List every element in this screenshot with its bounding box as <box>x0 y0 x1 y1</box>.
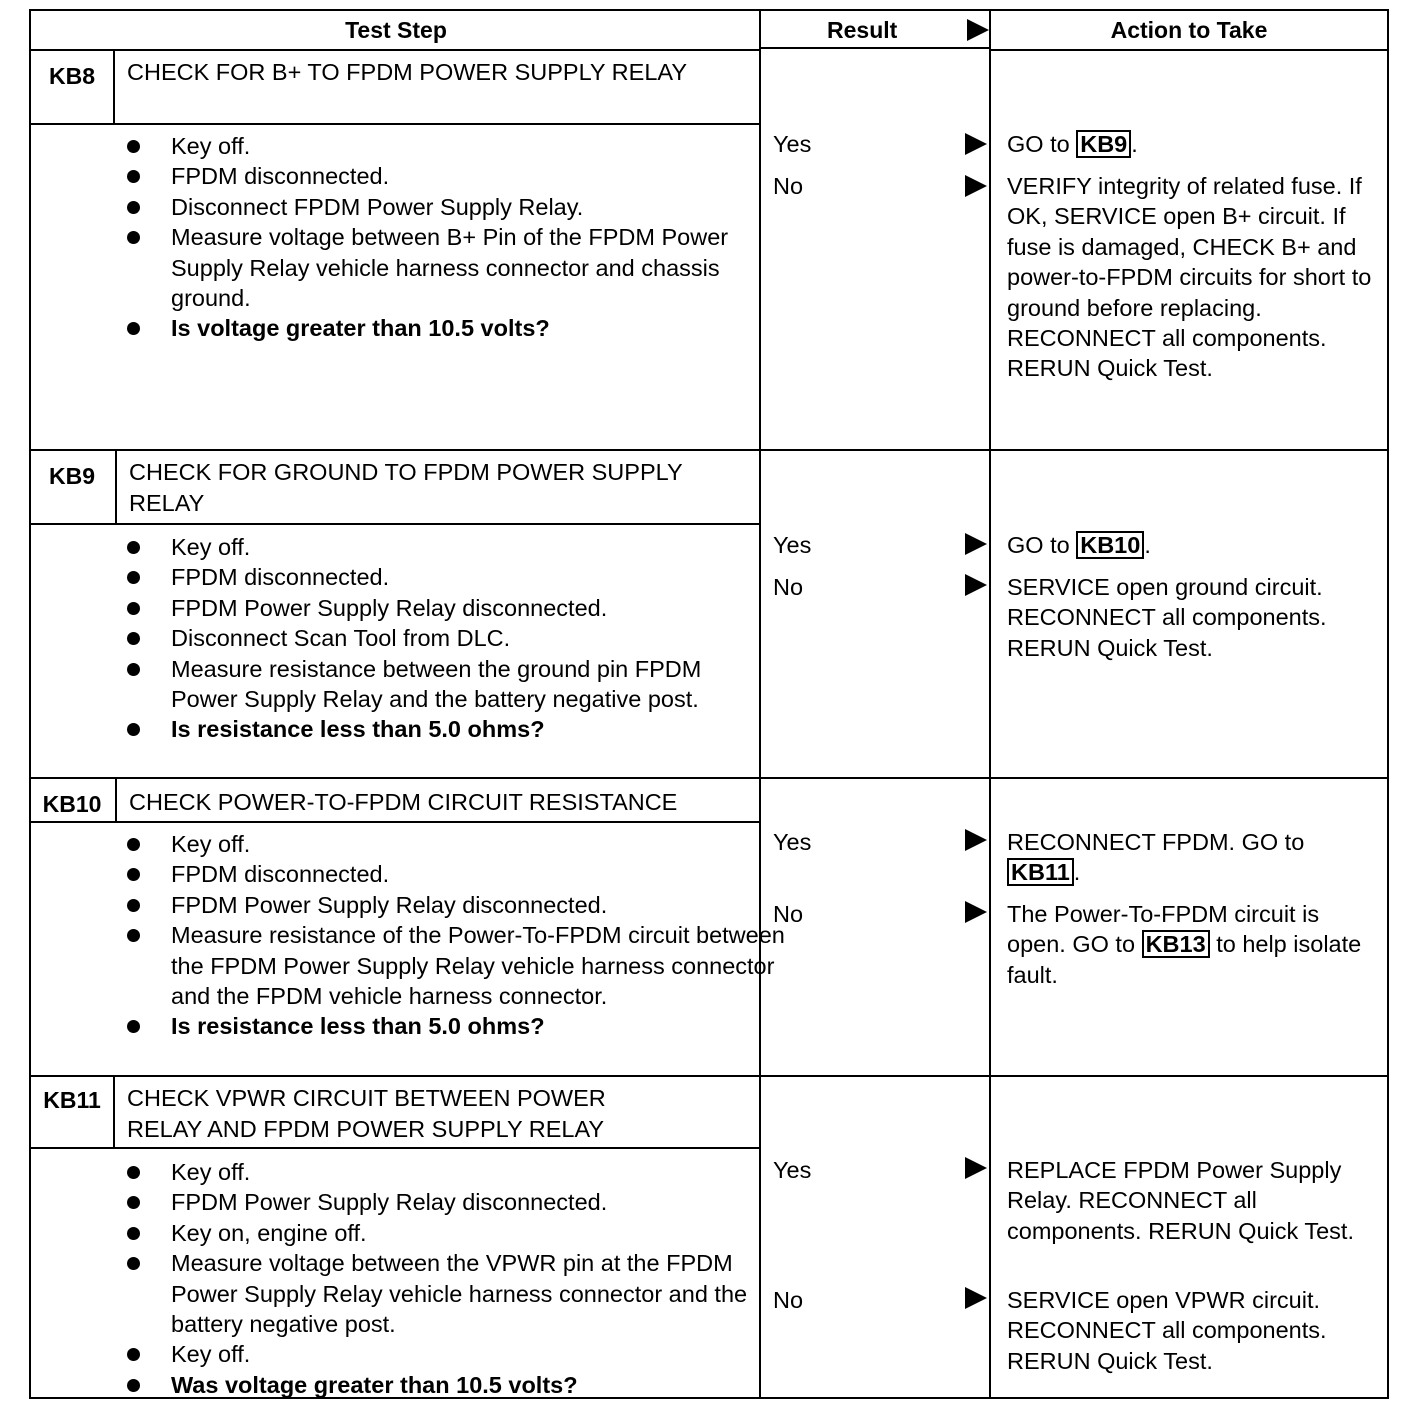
step-title: CHECK FOR B+ TO FPDM POWER SUPPLY RELAY <box>127 59 687 85</box>
row-divider <box>31 1075 1387 1077</box>
row-divider <box>31 449 1387 451</box>
bullet-icon <box>127 322 140 335</box>
id-divider <box>113 1075 115 1149</box>
header-action: Action to Take <box>991 11 1387 51</box>
header-arrow-icon <box>967 19 989 41</box>
step-title: CHECK POWER-TO-FPDM CIRCUIT RESISTANCE <box>129 789 678 815</box>
list-item: Disconnect FPDM Power Supply Relay. <box>127 192 747 222</box>
result-no: No <box>773 574 804 600</box>
bullet-icon <box>127 663 140 676</box>
list-item: Measure voltage between B+ Pin of the FPDM Power Supply Relay vehicle harness connector and chassis ground. <box>127 222 731 313</box>
list-item: Measure resistance between the ground pin FPDM Power Supply Relay and the battery negative post. <box>127 654 751 715</box>
bullet-icon <box>127 602 140 615</box>
result-yes: Yes <box>773 131 812 157</box>
list-item: Key on, engine off. <box>127 1218 747 1248</box>
step-reference: KB9 <box>1076 130 1131 158</box>
list-item: FPDM Power Supply Relay disconnected. <box>127 1187 747 1217</box>
action-yes: GO to KB9 . <box>1007 131 1138 157</box>
result-yes: Yes <box>773 532 812 558</box>
column-divider <box>989 11 991 1397</box>
diagnostic-table <box>29 9 1389 1399</box>
step-bullets <box>127 1157 747 1400</box>
list-item: Key off. <box>127 829 747 859</box>
action-no: SERVICE open VPWR circuit. RECONNECT all components. RERUN Quick Test. <box>1007 1287 1327 1374</box>
result-yes: Yes <box>773 829 812 855</box>
step-id: KB11 <box>43 1087 101 1113</box>
title-divider <box>31 821 759 823</box>
result-yes: Yes <box>773 1157 812 1183</box>
arrow-icon <box>965 1287 987 1309</box>
action-no: SERVICE open ground circuit. RECONNECT all components. RERUN Quick Test. <box>1007 574 1327 661</box>
arrow-icon <box>965 175 987 197</box>
list-item-question: Is resistance less than 5.0 ohms? <box>127 714 747 744</box>
action-yes: REPLACE FPDM Power Supply Relay. RECONNECT all components. RERUN Quick Test. <box>1007 1157 1354 1244</box>
bullet-icon <box>127 1257 140 1270</box>
list-item: FPDM Power Supply Relay disconnected. <box>127 593 747 623</box>
step-bullets <box>127 131 747 344</box>
header-test-step: Test Step <box>31 11 761 51</box>
bullet-icon <box>127 1166 140 1179</box>
list-item: Measure voltage between the VPWR pin at the FPDM Power Supply Relay vehicle harness connector and the battery negative post. <box>127 1248 751 1339</box>
id-divider <box>113 49 115 125</box>
arrow-icon <box>965 829 987 851</box>
list-item-question: Was voltage greater than 10.5 volts? <box>127 1370 747 1400</box>
id-divider <box>115 777 117 823</box>
arrow-icon <box>965 533 987 555</box>
step-id: KB8 <box>48 63 95 89</box>
title-divider <box>31 1147 759 1149</box>
title-divider <box>31 123 759 125</box>
id-divider <box>115 449 117 525</box>
list-item: FPDM disconnected. <box>127 859 747 889</box>
list-item: Disconnect Scan Tool from DLC. <box>127 623 747 653</box>
arrow-icon <box>965 901 987 923</box>
result-no: No <box>773 901 804 927</box>
list-item: Measure resistance of the Power-To-FPDM circuit between the FPDM Power Supply Relay vehicle harness connector and the FPDM vehicle harness connector. <box>127 920 791 1011</box>
action-yes: GO to KB10 . <box>1007 532 1151 558</box>
bullet-icon <box>127 838 140 851</box>
action-yes: RECONNECT FPDM. GO to KB11 . <box>1007 829 1305 886</box>
step-bullets <box>127 532 747 745</box>
bullet-icon <box>127 723 140 736</box>
bullet-icon <box>127 1348 140 1361</box>
action-no: VERIFY integrity of related fuse. If OK, SERVICE open B+ circuit. If fuse is damaged, CHECK B+ and power-to-FPDM circuits for short to ground before replacing. RECONNECT all components. RERUN Quick Test. <box>1007 173 1372 382</box>
bullet-icon <box>127 201 140 214</box>
column-divider <box>759 11 761 1397</box>
step-reference: KB13 <box>1142 930 1210 958</box>
bullet-icon <box>127 632 140 645</box>
bullet-icon <box>127 1227 140 1240</box>
action-no: The Power-To-FPDM circuit is open. GO to KB13 to help isolate fault. <box>1007 901 1362 988</box>
step-reference: KB10 <box>1076 531 1144 559</box>
result-no: No <box>773 173 804 199</box>
step-bullets <box>127 829 785 1042</box>
step-title: CHECK VPWR CIRCUIT BETWEEN POWER RELAY AND FPDM POWER SUPPLY RELAY <box>127 1085 606 1142</box>
list-item-question: Is resistance less than 5.0 ohms? <box>127 1011 747 1041</box>
result-no: No <box>773 1287 804 1313</box>
bullet-icon <box>127 140 140 153</box>
title-divider <box>31 523 759 525</box>
bullet-icon <box>127 1020 140 1033</box>
list-item: Key off. <box>127 1157 747 1187</box>
bullet-icon <box>127 571 140 584</box>
bullet-icon <box>127 899 140 912</box>
step-title: CHECK FOR GROUND TO FPDM POWER SUPPLY RELAY <box>129 459 683 516</box>
header-result: Result <box>761 11 991 49</box>
list-item: FPDM disconnected. <box>127 562 747 592</box>
step-id: KB10 <box>42 791 102 817</box>
bullet-icon <box>127 231 140 244</box>
arrow-icon <box>965 574 987 596</box>
list-item: FPDM Power Supply Relay disconnected. <box>127 890 747 920</box>
step-reference: KB11 <box>1007 858 1074 886</box>
bullet-icon <box>127 1379 140 1392</box>
bullet-icon <box>127 170 140 183</box>
list-item: FPDM disconnected. <box>127 161 747 191</box>
arrow-icon <box>965 133 987 155</box>
list-item: Key off. <box>127 1339 747 1369</box>
bullet-icon <box>127 1196 140 1209</box>
list-item-question: Is voltage greater than 10.5 volts? <box>127 313 747 343</box>
arrow-icon <box>965 1157 987 1179</box>
step-id: KB9 <box>48 463 95 489</box>
bullet-icon <box>127 868 140 881</box>
bullet-icon <box>127 929 140 942</box>
list-item: Key off. <box>127 532 747 562</box>
bullet-icon <box>127 541 140 554</box>
list-item: Key off. <box>127 131 747 161</box>
row-divider <box>31 777 1387 779</box>
